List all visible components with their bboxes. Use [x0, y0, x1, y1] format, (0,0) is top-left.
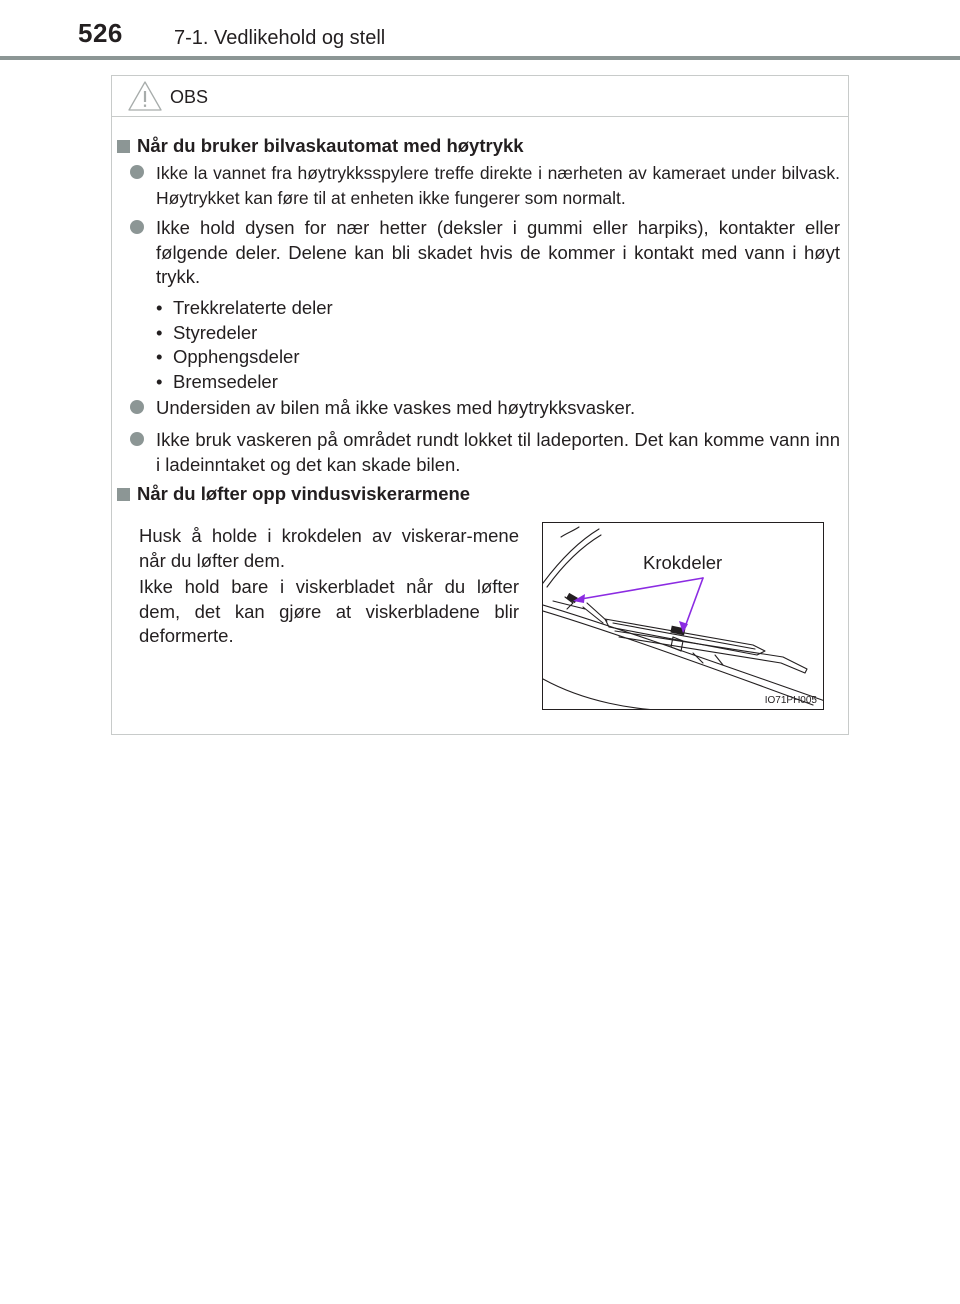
list-item [130, 396, 840, 421]
list-item [130, 216, 840, 290]
section-marker-icon [117, 488, 130, 501]
wiper-illustration [542, 522, 824, 710]
list-item [130, 161, 840, 210]
section-heading-text: Når du løfter opp vindusviskerarmene [137, 483, 471, 504]
bullet-icon [130, 432, 144, 446]
paragraph: Husk å holde i krokdelen av viskerar-mene når du løfter dem. [139, 525, 519, 571]
warning-triangle-icon [127, 80, 163, 112]
bullet-text: Ikke hold dysen for nær hetter (deksler i gummi eller harpiks), kontakter eller følgende deler. Delene kan bli skadet hvis de kommer i kontakt med vann i høyt trykk. [156, 217, 840, 287]
list-item: • Bremsedeler [156, 370, 278, 392]
section-heading-high-pressure [117, 135, 524, 157]
notice-title: OBS [170, 87, 209, 107]
bullet-icon [130, 220, 144, 234]
sub-item-text: Styredeler [173, 321, 258, 343]
page-header [0, 0, 960, 60]
bullet-icon [130, 165, 144, 179]
parts-list [156, 296, 556, 394]
notice-box [111, 75, 849, 735]
sub-item-text: Trekkrelaterte deler [173, 297, 333, 318]
section-marker-icon [117, 140, 130, 153]
bullet-text: Undersiden av bilen må ikke vaskes med høytrykksvasker. [156, 397, 636, 418]
bullet-text: Ikke bruk vaskeren på området rundt lokket til ladeporten. Det kan komme vann inn i ladeinntaket og det kan skade bilen. [156, 429, 840, 475]
section-heading-text: Når du bruker bilvaskautomat med høytrykk [137, 135, 524, 156]
bullet-text: Ikke la vannet fra høytrykksspylere treffe direkte i nærheten av kameraet under bilvask. Høytrykket kan føre til at enheten ikke fungerer som normalt. [156, 163, 840, 208]
divider [112, 116, 848, 117]
header-rule [0, 56, 960, 60]
page-number: 526 [78, 18, 123, 48]
sub-item-text: Opphengsdeler [173, 346, 300, 367]
figure-code: IO71PH005 [764, 695, 817, 706]
paragraph: Ikke hold bare i viskerbladet når du løfter dem, det kan gjøre at viskerbladene blir deformerte. [139, 576, 519, 646]
list-item: • Styredeler [156, 321, 258, 343]
list-item: • Trekkrelaterte deler [156, 297, 333, 318]
section-heading-wiper [117, 483, 470, 505]
section-title: 7-1. Vedlikehold og stell [174, 27, 386, 49]
list-item [130, 428, 840, 477]
sub-item-text: Bremsedeler [173, 370, 278, 392]
list-item: • Opphengsdeler [156, 346, 300, 367]
bullet-icon [130, 400, 144, 414]
figure-label: Krokdeler [643, 552, 723, 573]
notice-header [112, 76, 848, 116]
